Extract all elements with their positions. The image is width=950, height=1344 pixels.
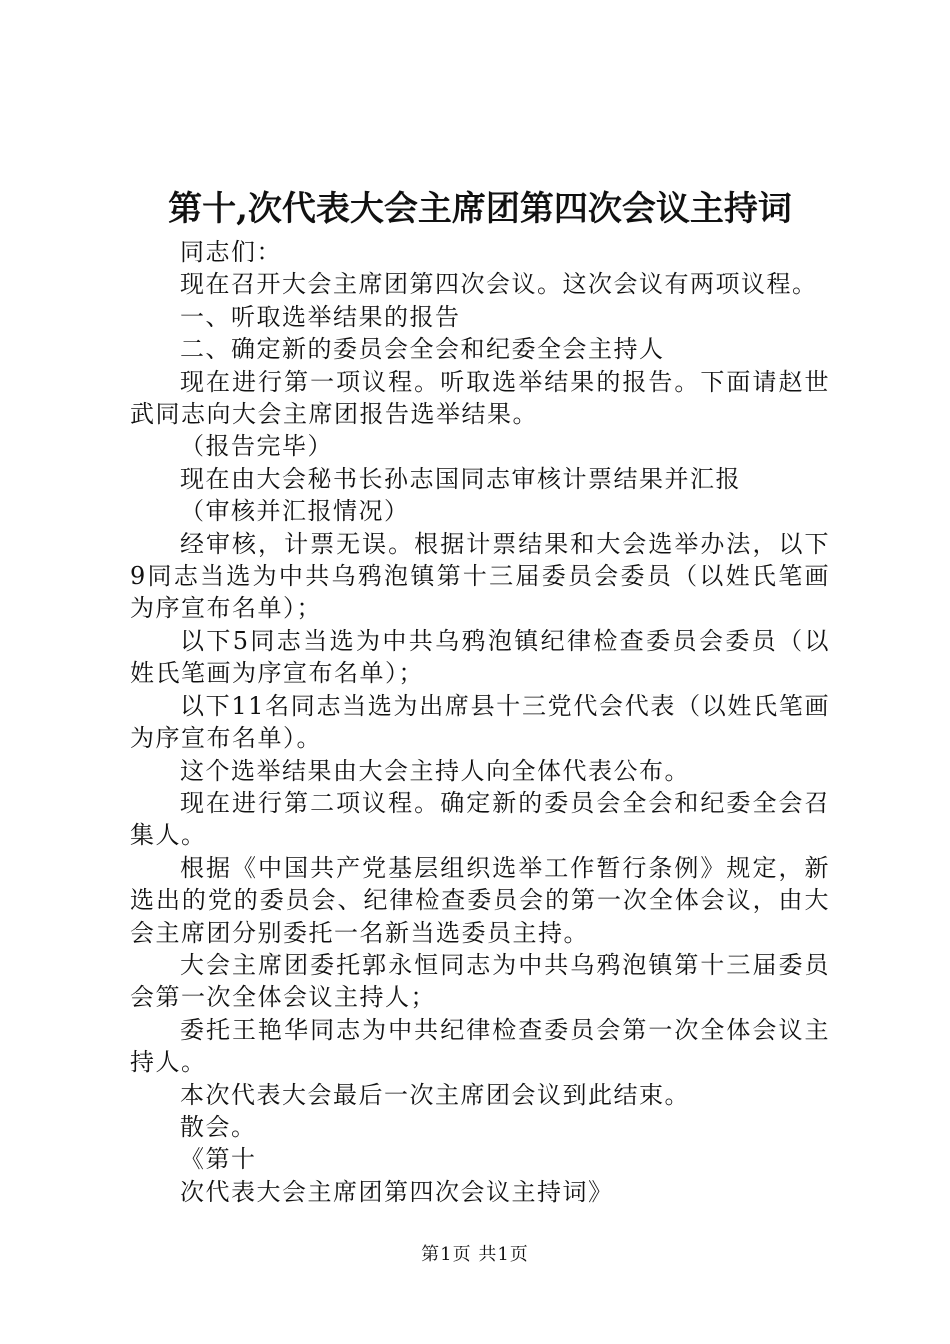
paragraph-opening: 现在召开大会主席团第四次会议。这次会议有两项议程。 [180, 270, 818, 299]
paragraph-committee-host: 大会主席团委托郭永恒同志为中共乌鸦泡镇第十三届委员会第一次全体会议主持人； [130, 950, 830, 1012]
paragraph-doc-title-part-1: 《第十 [180, 1145, 257, 1174]
paragraph-discipline-elected: 以下5同志当选为中共乌鸦泡镇纪律检查委员会委员（以姓氏笔画为序宣布名单）； [130, 626, 830, 688]
paragraph-agenda-item-1: 一、听取选举结果的报告 [180, 302, 461, 331]
paragraph-first-agenda: 现在进行第一项议程。听取选举结果的报告。下面请赵世武同志向大会主席团报告选举结果。 [130, 367, 830, 429]
paragraph-agenda-item-2: 二、确定新的委员会全会和纪委全会主持人 [180, 335, 665, 364]
paragraph-regulation: 根据《中国共产党基层组织选举工作暂行条例》规定，新选出的党的委员会、纪律检查委员会的第一次全体会议，由大会主席团分别委托一名新当选委员主持。 [130, 853, 830, 947]
paragraph-adjourn: 散会。 [180, 1112, 257, 1141]
paragraph-closing: 本次代表大会最后一次主席团会议到此结束。 [180, 1080, 690, 1109]
paragraph-committee-elected: 经审核，计票无误。根据计票结果和大会选举办法，以下9同志当选为中共乌鸦泡镇第十三届委员会委员（以姓氏笔画为序宣布名单）； [130, 529, 830, 623]
paragraph-doc-title-part-2: 次代表大会主席团第四次会议主持词》 [180, 1177, 614, 1206]
paragraph-announcement: 这个选举结果由大会主持人向全体代表公布。 [180, 756, 690, 785]
page-footer: 第1页 共1页 [421, 1244, 529, 1265]
paragraph-report-finished: （报告完毕） [180, 432, 333, 461]
paragraph-second-agenda: 现在进行第二项议程。确定新的委员会全会和纪委全会召集人。 [130, 788, 830, 850]
paragraph-greeting: 同志们： [180, 238, 282, 266]
document-title: 第十,次代表大会主席团第四次会议主持词 [168, 189, 792, 229]
paragraph-discipline-host: 委托王艳华同志为中共纪律检查委员会第一次全体会议主持人。 [130, 1015, 830, 1077]
paragraph-delegates-elected: 以下11名同志当选为出席县十三党代会代表（以姓氏笔画为序宣布名单）。 [130, 691, 830, 753]
paragraph-secretary-review: 现在由大会秘书长孙志国同志审核计票结果并汇报 [180, 464, 741, 493]
document-body [130, 236, 830, 1208]
paragraph-review-status: （审核并汇报情况） [180, 497, 410, 526]
